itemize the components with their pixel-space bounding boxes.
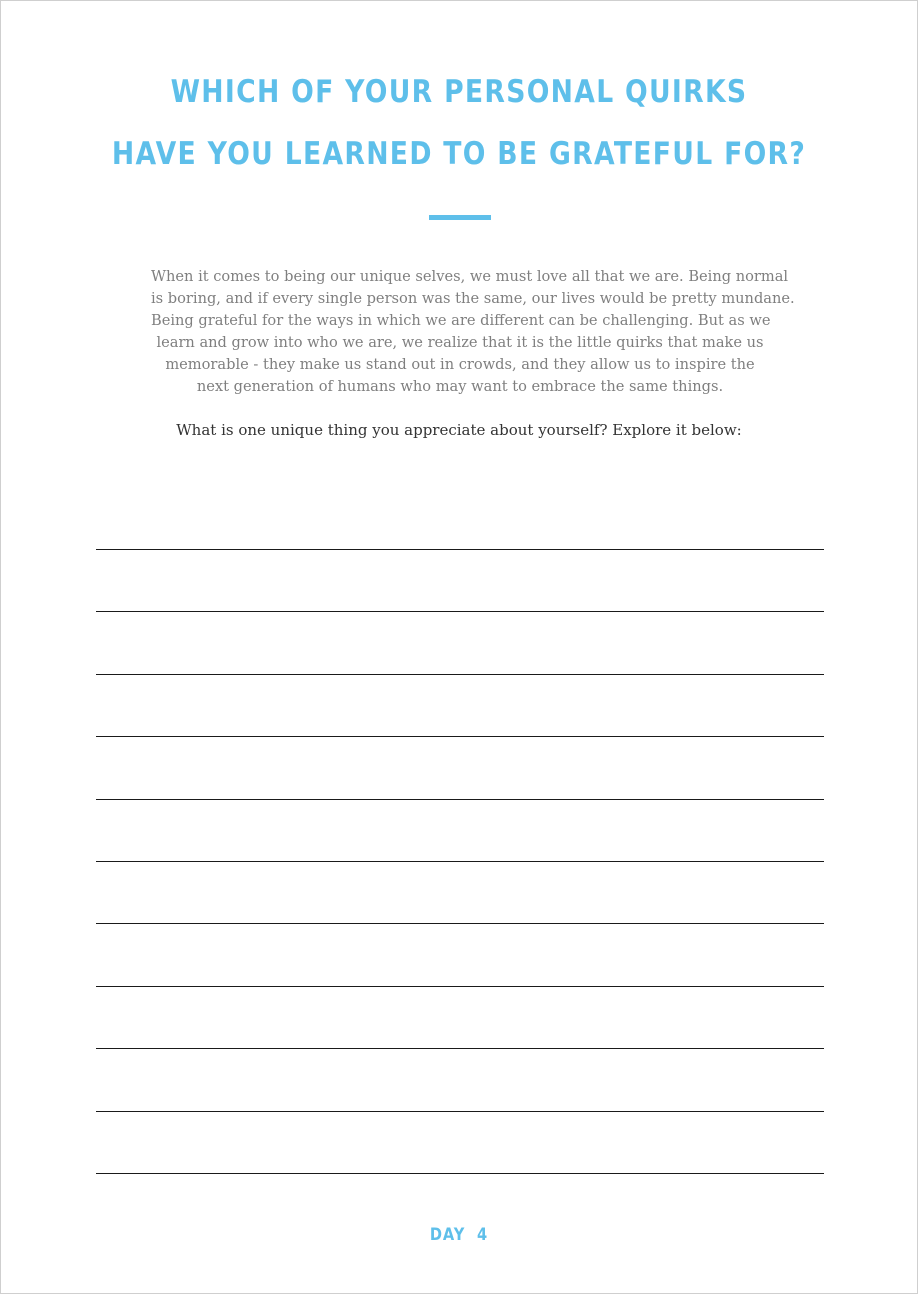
writing-line — [96, 1173, 824, 1174]
intro-line-4: learn and grow into who we are, we realize that it is the little quirks that make us — [156, 334, 764, 351]
writing-line — [96, 1048, 824, 1049]
writing-line — [96, 736, 824, 737]
writing-line — [96, 611, 824, 612]
writing-line — [96, 549, 824, 550]
intro-line-5: memorable - they make us stand out in crowds, and they allow us to inspire the — [165, 356, 755, 373]
day-label: DAY 4 — [429, 1225, 489, 1245]
writing-lines — [96, 1, 824, 1294]
writing-line — [96, 1111, 824, 1112]
writing-line — [96, 861, 824, 862]
page-title-line-1: WHICH OF YOUR PERSONAL QUIRKS — [170, 74, 748, 110]
writing-line — [96, 923, 824, 924]
writing-line — [96, 986, 824, 987]
intro-line-1: When it comes to being our unique selves, we must love all that we are. Being normal — [151, 268, 789, 285]
intro-line-2: is boring, and if every single person was the same, our lives would be pretty mundane. — [151, 290, 795, 307]
intro-line-3: Being grateful for the ways in which we are different can be challenging. But as we — [151, 312, 771, 329]
writing-line — [96, 674, 824, 675]
journal-prompt: What is one unique thing you appreciate about yourself? Explore it below: — [176, 421, 742, 439]
writing-line — [96, 799, 824, 800]
intro-line-6: next generation of humans who may want to embrace the same things. — [196, 378, 724, 395]
page-title-line-2: HAVE YOU LEARNED TO BE GRATEFUL FOR? — [111, 136, 807, 172]
